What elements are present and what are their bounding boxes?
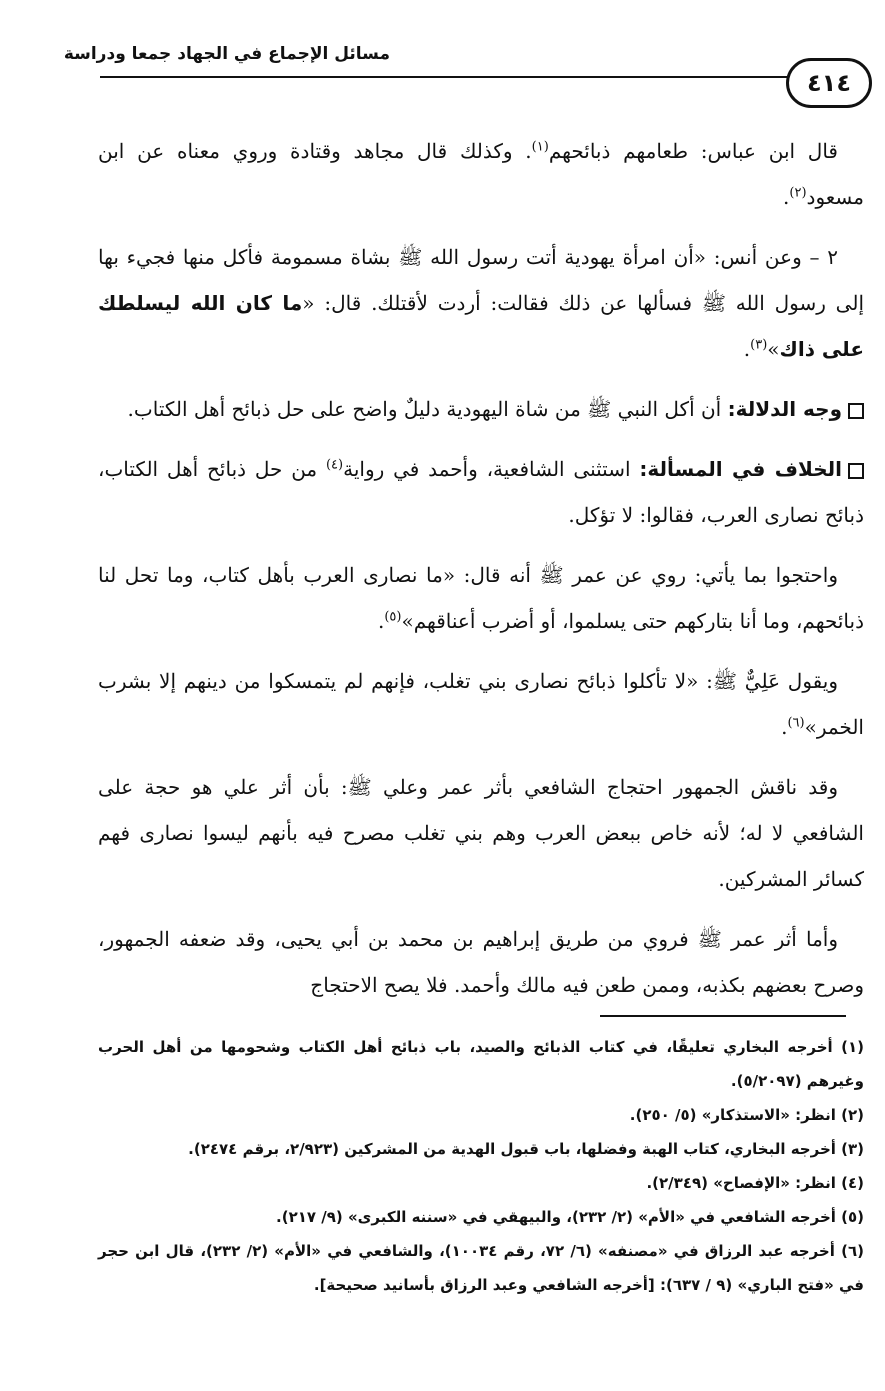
paragraph-1: [98, 128, 864, 220]
p1-text-2: . وكذلك قال مجاهد وقتادة وروي معناه عن ابن مسعود: [98, 139, 864, 209]
square-bullet-icon: [848, 463, 864, 479]
footnote-5: (٥) أخرجه الشافعي في «الأم» (٢/ ٢٣٢)، والبيهقي في «سننه الكبرى» (٩/ ٢١٧).: [276, 1208, 864, 1226]
p2-tail: .: [743, 337, 751, 361]
header-rule: [100, 76, 790, 78]
p2-bold-quote: ما كان الله ليسلطك على ذاك: [98, 291, 864, 361]
p3-label: وجه الدلالة:: [727, 397, 842, 421]
paragraph-7: وقد ناقش الجمهور احتجاج الشافعي بأثر عمر وعلي ﷺ: بأن أثر علي هو حجة على الشافعي لا له؛ لأنه خاص ببعض العرب وهم بني تغلب مصرح فيه بأنهم ليسوا نصارى فهم كسائر المشركين.: [98, 775, 864, 891]
p2-text: ٢ – وعن أنس: «أن امرأة يهودية أتت رسول الله ﷺ بشاة مسمومة فأكل منها فجيء بها إلى رسول الله ﷺ فسألها عن ذلك فقالت: أردت لأقتلك. قال: «: [98, 245, 864, 315]
p4-text: استثنى الشافعية، وأحمد في رواية: [343, 457, 640, 481]
p3-text: أن أكل النبي ﷺ من شاة اليهودية دليلٌ واضح على حل ذبائح أهل الكتاب.: [127, 397, 728, 421]
footnote-rule: [600, 1015, 846, 1017]
paragraph-8: وأما أثر عمر ﷺ فروي من طريق إبراهيم بن محمد بن أبي يحيى، وقد ضعفه الجمهور، وصرح بعضهم بكذبه، وممن طعن فيه مالك وأحمد. فلا يصح الاحتجاج: [98, 927, 864, 997]
p1-tail: .: [783, 185, 790, 209]
page-number-badge: ٤١٤: [786, 58, 872, 108]
p2-close: »: [767, 337, 780, 361]
footnote-ref-3: (٣): [750, 337, 768, 353]
paragraph-5: [98, 552, 864, 644]
footnotes: [98, 1030, 864, 1302]
main-text: [98, 128, 864, 1022]
footnote-1: (١) أخرجه البخاري تعليقًا، في كتاب الذبائح والصيد، باب ذبائح أهل الكتاب وشحومها من أهل الحرب وغيرهم (٥/٢٠٩٧).: [98, 1038, 864, 1090]
footnote-ref-6: (٦): [787, 715, 805, 731]
p6-text: ويقول عَلِيٌّ ﷺ: «لا تأكلوا ذبائح نصارى بني تغلب، فإنهم لم يتمسكوا من دينهم إلا بشرب الخمر»: [98, 669, 864, 739]
paragraph-2: [98, 234, 864, 372]
paragraph-6: [98, 658, 864, 750]
p5-text: واحتجوا بما يأتي: روي عن عمر ﷺ أنه قال: «ما نصارى العرب بأهل كتاب، وما تحل لنا ذبائحهم، وما أنا بتاركهم حتى يسلموا، أو أضرب أعناقهم»: [98, 563, 864, 633]
running-title: مسائل الإجماع في الجهاد جمعا ودراسة: [63, 44, 390, 64]
footnote-4: (٤) انظر: «الإفصاح» (٢/٣٤٩).: [646, 1174, 864, 1192]
p6-tail: .: [781, 715, 788, 739]
paragraph-4: [98, 446, 864, 538]
square-bullet-icon: [848, 403, 864, 419]
p5-tail: .: [377, 609, 385, 633]
footnote-ref-4: (٤): [325, 457, 344, 473]
paragraph-3: [98, 386, 864, 432]
footnote-3: (٣) أخرجه البخاري، كتاب الهبة وفضلها، باب قبول الهدية من المشركين (٢/٩٢٣، برقم ٢٤٧٤).: [188, 1140, 864, 1158]
footnote-ref-5: (٥): [384, 609, 402, 625]
footnote-ref-1: (١): [531, 139, 549, 155]
footnote-6: (٦) أخرجه عبد الرزاق في «مصنفه» (٦/ ٧٢، رقم ١٠٠٣٤)، والشافعي في «الأم» (٢/ ٢٣٢)، قال ابن حجر في «فتح الباري» (٩ / ٦٣٧): [أخرجه الشافعي وعبد الرزاق بأسانيد صحيحة].: [98, 1242, 864, 1294]
footnote-ref-2: (٢): [789, 185, 807, 201]
p1-text: قال ابن عباس: طعامهم ذبائحهم: [548, 139, 838, 163]
p4-text-2: من حل ذبائح أهل الكتاب، ذبائح نصارى العرب، فقالوا: لا تؤكل.: [98, 457, 864, 527]
footnote-2: (٢) انظر: «الاستذكار» (٥/ ٢٥٠).: [629, 1106, 864, 1124]
p4-label: الخلاف في المسألة:: [639, 457, 842, 481]
